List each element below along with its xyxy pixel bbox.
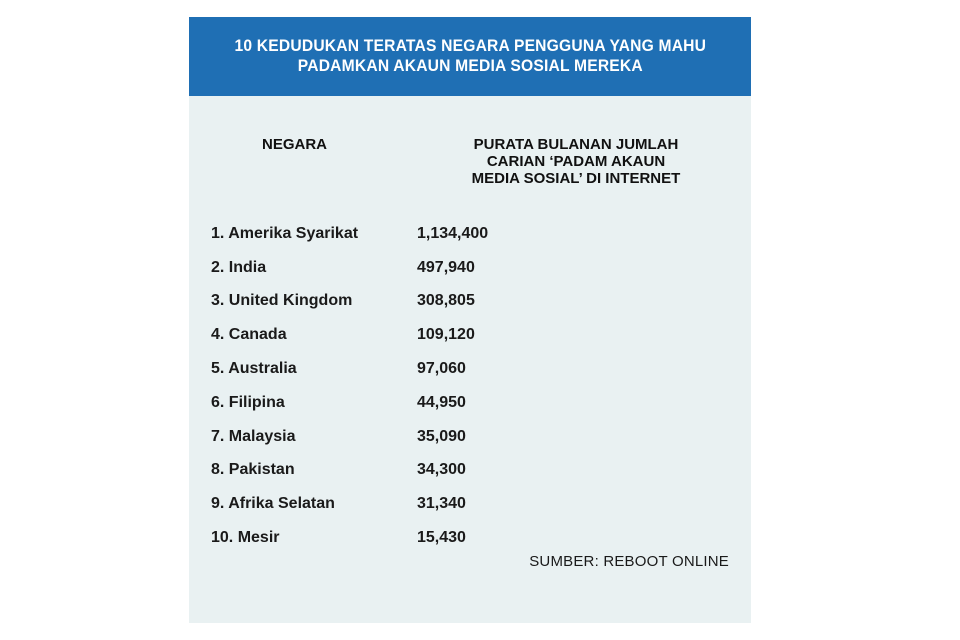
search-count: 44,950 — [417, 393, 466, 411]
column-header-value-line-2: CARIAN ‘PADAM AKAUN — [486, 153, 666, 170]
title-line-2: PADAMKAN AKAUN MEDIA SOSIAL MEREKA — [297, 55, 643, 75]
country-name: 3. United Kingdom — [211, 292, 353, 310]
country-name: 10. Mesir — [211, 529, 280, 547]
search-count: 35,090 — [417, 427, 466, 445]
table-row — [211, 487, 731, 521]
table-row — [211, 352, 731, 386]
table-row — [211, 454, 731, 488]
infographic-title — [234, 36, 706, 78]
infographic-card — [189, 17, 751, 623]
country-name: 1. Amerika Syarikat — [211, 224, 359, 242]
country-name: 6. Filipina — [211, 393, 285, 411]
table-row — [211, 521, 731, 555]
title-banner — [189, 17, 751, 96]
country-name: 7. Malaysia — [211, 427, 296, 445]
column-header-value-line-1: PURATA BULANAN JUMLAH — [473, 136, 679, 153]
source-credit: SUMBER: REBOOT ONLINE — [529, 553, 729, 570]
country-name: 8. Pakistan — [211, 461, 295, 479]
column-header-country: NEGARA — [262, 136, 328, 153]
search-count: 34,300 — [417, 461, 466, 479]
table-row — [211, 318, 731, 352]
search-count: 109,120 — [417, 326, 475, 344]
ranking-list — [211, 217, 731, 555]
country-name: 5. Australia — [211, 360, 297, 378]
search-count: 308,805 — [417, 292, 475, 310]
search-count: 497,940 — [417, 258, 475, 276]
search-count: 31,340 — [417, 495, 466, 513]
country-name: 2. India — [211, 258, 267, 276]
search-count: 97,060 — [417, 360, 466, 378]
column-header-value-line-3: MEDIA SOSIAL’ DI INTERNET — [471, 170, 681, 187]
table-row — [211, 420, 731, 454]
column-header-value — [436, 136, 716, 187]
table-row — [211, 285, 731, 319]
table-row — [211, 251, 731, 285]
table-row — [211, 217, 731, 251]
country-name: 9. Afrika Selatan — [211, 495, 335, 513]
table-row — [211, 386, 731, 420]
title-line-1: 10 KEDUDUKAN TERATAS NEGARA PENGGUNA YANG MAHU — [234, 35, 706, 55]
search-count: 1,134,400 — [417, 224, 489, 242]
search-count: 15,430 — [417, 529, 466, 547]
country-name: 4. Canada — [211, 326, 287, 344]
